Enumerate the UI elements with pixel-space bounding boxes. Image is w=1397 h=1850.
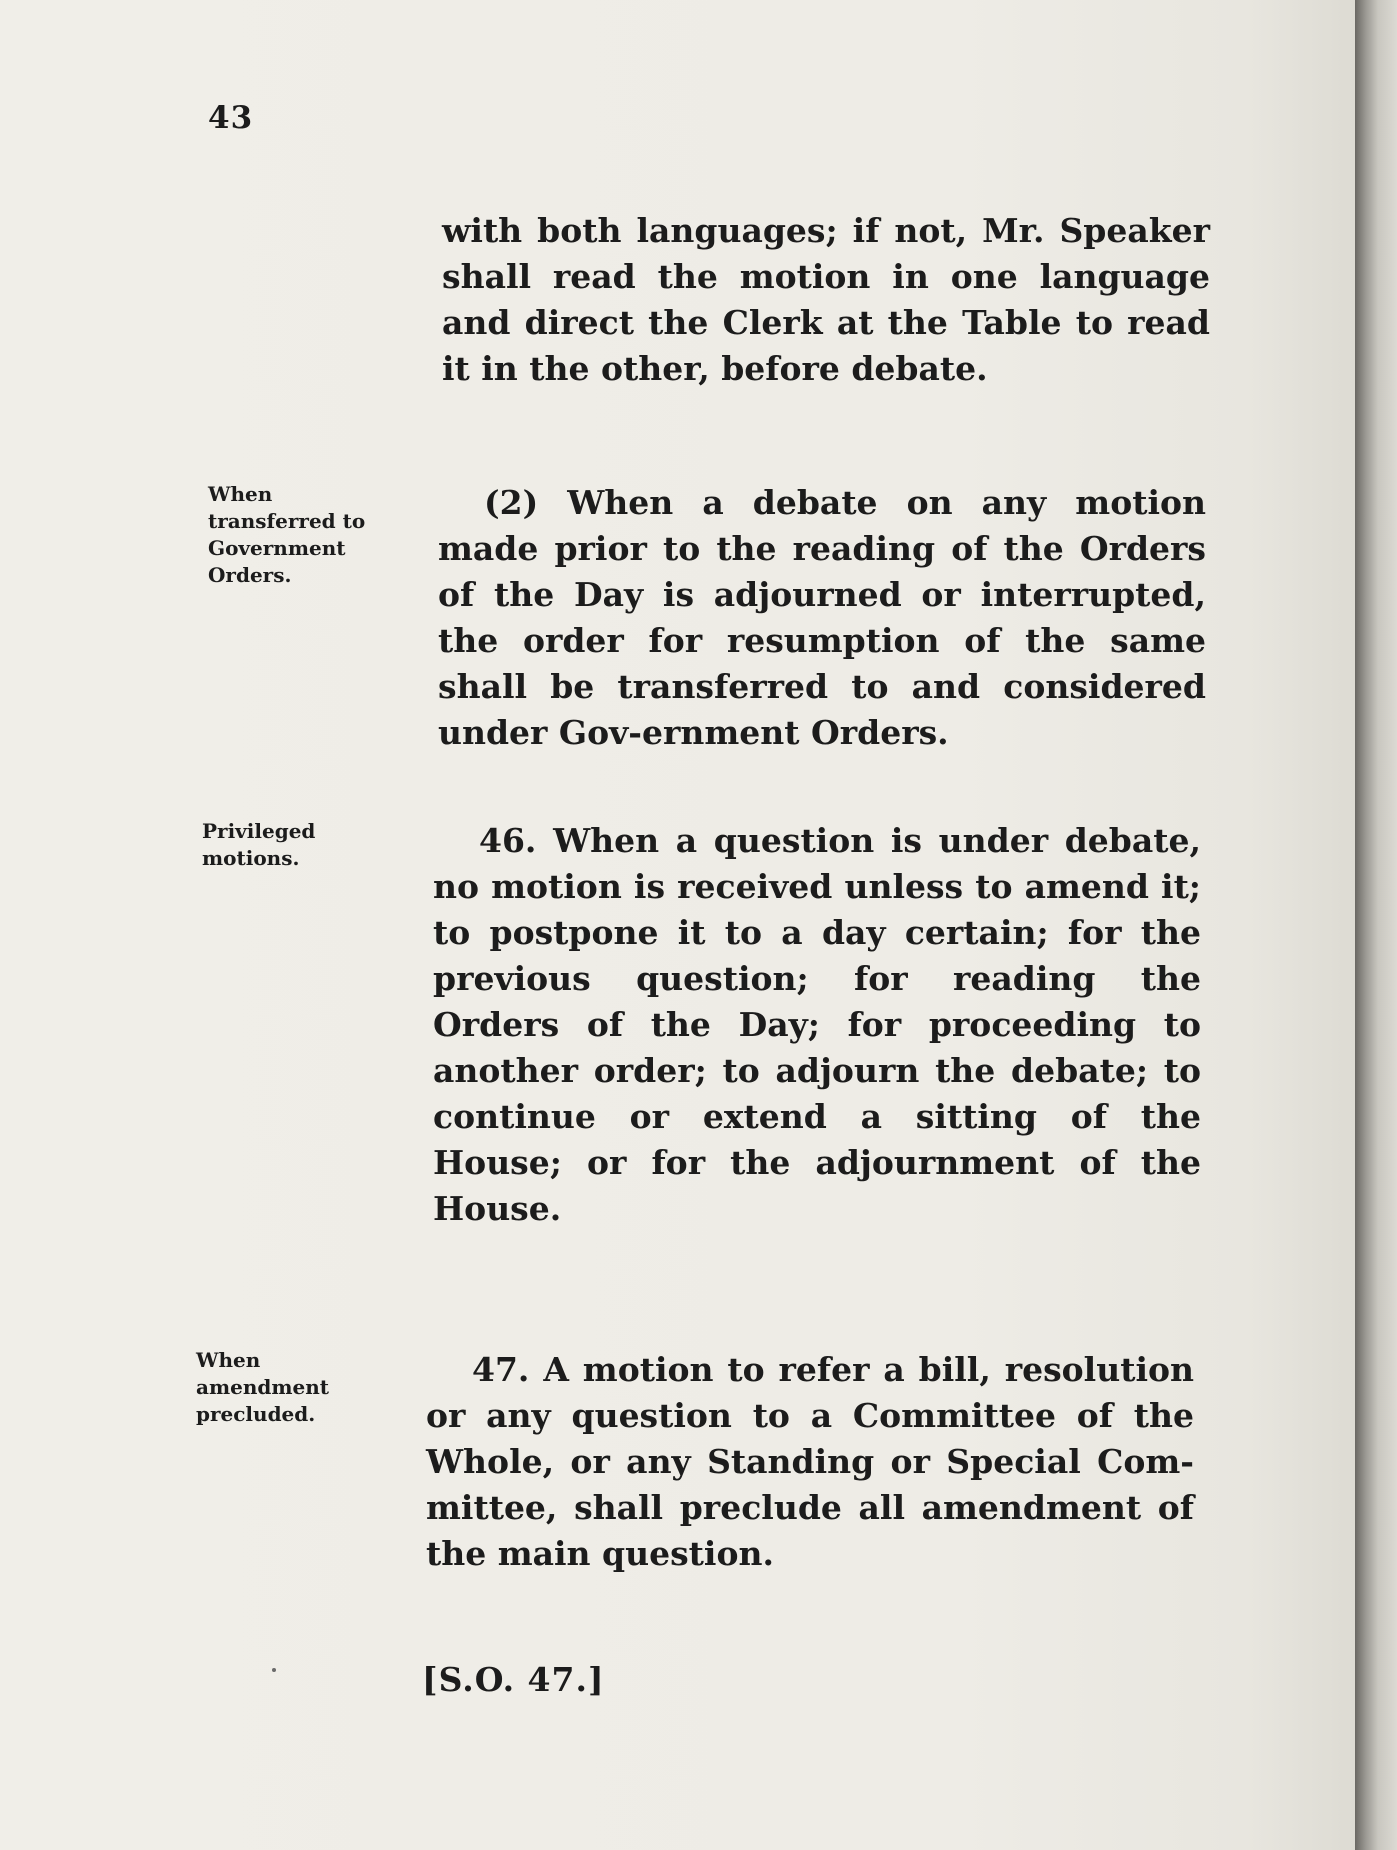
section-number: 47. [472, 1350, 530, 1389]
margin-note-amendment: When amendment precluded. [196, 1348, 330, 1426]
margin-note-transferred: When transferred to Government Orders. [208, 482, 366, 587]
paragraph-text: When a question is under debate, no motion is received unless to amend it; to postpone it to a day certain; for the previous question; for reading the Orders of the Day; for proceeding to another order; to adjourn the debate; to continue or extend a sitting of the House; or for the adjournment of the House. [433, 821, 1201, 1228]
paragraph-subsection-2 [438, 480, 1206, 756]
paragraph-text: (2) When a debate on any motion made prior to the reading of the Orders of the Day is adjourned or interrupted, the order for resumption of the same shall be transferred to and considered under Gov-ernment Orders. [438, 483, 1206, 752]
paragraph-section-47 [426, 1347, 1194, 1577]
paragraph-text: with both languages; if not, Mr. Speaker shall read the motion in one language and direct the Clerk at the Table to read it in the other, before debate. [442, 211, 1210, 388]
paragraph-continuation [442, 208, 1210, 392]
section-number: 46. [479, 821, 537, 860]
margin-note-privileged: Privileged motions. [202, 819, 316, 870]
paragraph-section-46 [433, 818, 1201, 1232]
standing-order-reference: [S.O. 47.] [422, 1660, 605, 1699]
stray-mark [272, 1668, 276, 1672]
page-binding-edge [1355, 0, 1397, 1850]
page-number: 43 [208, 100, 254, 136]
paragraph-text: A motion to refer a bill, resolution or any question to a Committee of the Whole, or any Standing or Special Com-mittee, shall preclude all amendment of the main question. [426, 1350, 1194, 1573]
